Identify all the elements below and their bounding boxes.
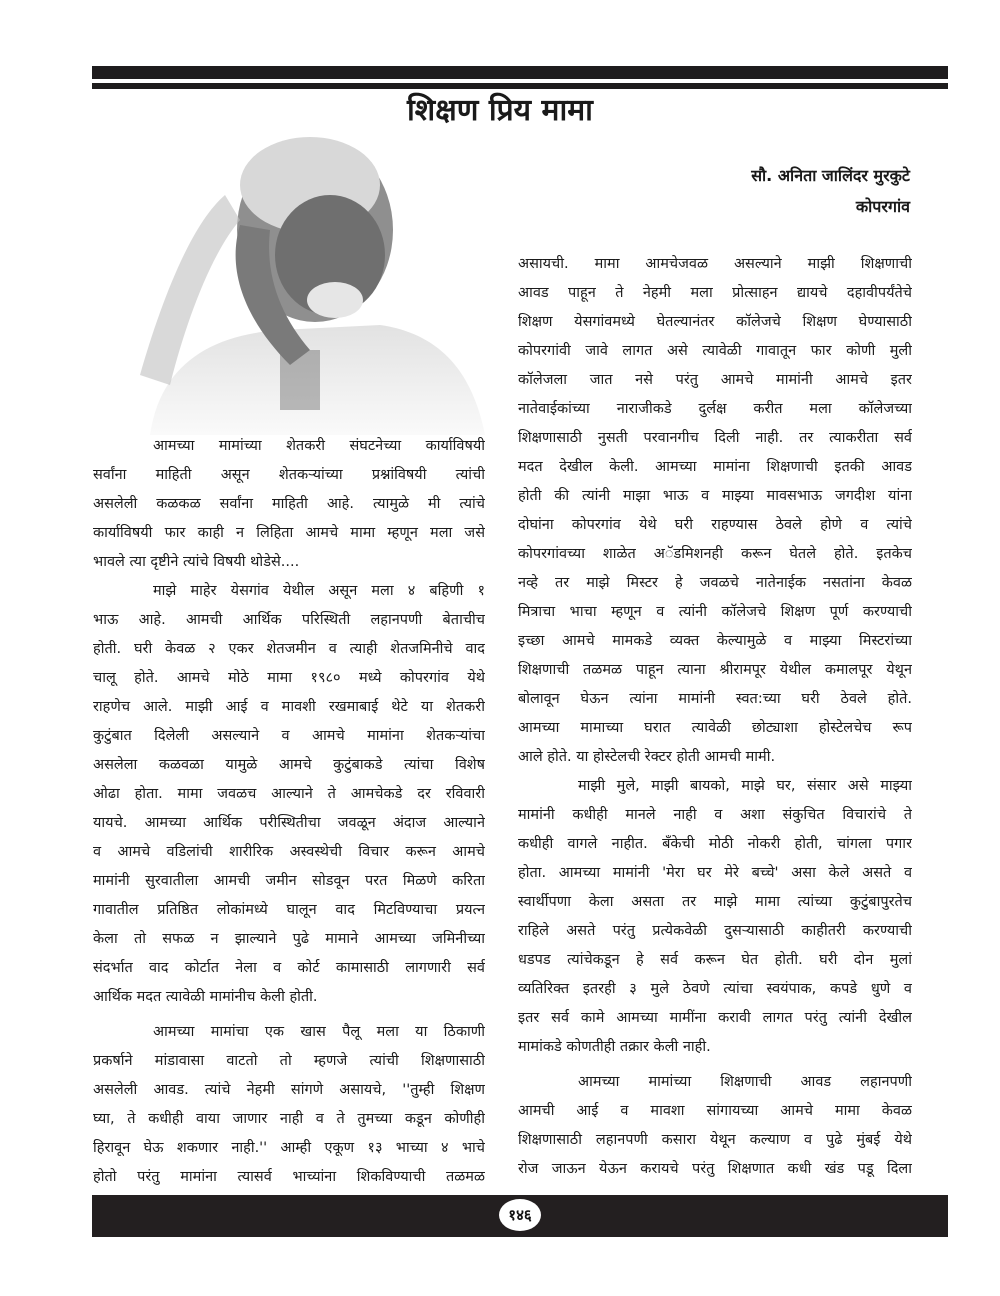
text-line: होता. आमच्या मामांनी 'मेरा घर मेरे बच्चे' असा केले असते व <box>518 865 912 881</box>
text-line: सर्वांना माहिती असून शेतकऱ्यांच्या प्रश्नांविषयी त्यांची <box>93 467 485 483</box>
article-title: शिक्षण प्रिय मामा <box>407 93 593 128</box>
text-line: आले होते. या होस्टेलची रेक्टर होती आमची मामी. <box>518 749 776 765</box>
text-line: कोपरगांवच्या शाळेत अॅडमिशनही करून घेतले होते. इतकेच <box>518 546 912 562</box>
text-line: आमची आई व मावशा सांगायच्या आमचे मामा केवळ <box>518 1103 912 1119</box>
text-line: होती की त्यांनी माझा भाऊ व माझ्या मावसभाऊ जगदीश यांना <box>518 488 912 504</box>
author-block <box>751 160 910 222</box>
text-line: धडपड त्यांचेकडून हे सर्व करून घेत होती. घरी दोन मुलां <box>518 952 912 968</box>
text-line: असायची. मामा आमचेजवळ असल्याने माझी शिक्षणाची <box>518 256 912 272</box>
text-line: हिरावून घेऊ शकणार नाही.'' आम्ही एकूण १३ भाच्या ४ भाचे <box>93 1140 485 1156</box>
paragraph <box>93 1018 485 1192</box>
author-place: कोपरगांव <box>855 197 910 216</box>
text-line: प्रकर्षाने मांडावासा वाटतो तो म्हणजे त्यांची शिक्षणासाठी <box>93 1053 485 1069</box>
text-line: रोज जाऊन येऊन करायचे परंतु शिक्षणात कधी खंड पडू दिला <box>518 1161 912 1177</box>
text-line: आमच्या मामांचा एक खास पैलू मला या ठिकाणी <box>153 1024 485 1040</box>
text-line: माझे माहेर येसगांव येथील असून मला ४ बहिणी १ <box>153 583 485 599</box>
text-line: इतर सर्व कामे आमच्या मामींना करावी लागत परंतु त्यांनी देखील <box>518 1010 912 1026</box>
paragraph <box>518 250 912 772</box>
left-column <box>93 432 485 1192</box>
text-line: आवड पाहून ते नेहमी मला प्रोत्साहन द्यायचे दहावीपर्यंतेचे <box>518 285 912 301</box>
text-line: यायचे. आमच्या आर्थिक परीस्थितीचा जवळून अंदाज आल्याने <box>93 815 485 831</box>
text-line: ओढा होता. मामा जवळच आल्याने ते आमचेकडे दर रविवारी <box>93 786 485 802</box>
text-line: मामांनी कधीही मानले नाही व अशा संकुचित विचारांचे ते <box>518 807 912 823</box>
text-line: कधीही वागले नाहीत. बँकेची मोठी नोकरी होती, चांगला पगार <box>518 836 912 852</box>
text-line: राहणेच आले. माझी आई व मावशी रखमाबाई थेटे या शेतकरी <box>93 699 485 715</box>
text-line: होतो परंतु मामांना त्यासर्व भाच्यांना शिकविण्याची तळमळ <box>93 1169 485 1185</box>
text-line: राहिले असते परंतु प्रत्येकवेळी दुसऱ्यासाठी काहीतरी करण्याची <box>518 923 912 939</box>
text-line: भाऊ आहे. आमची आर्थिक परिस्थिती लहानपणी बेताचीच <box>93 612 485 628</box>
text-line: भावले त्या दृष्टीने त्यांचे विषयी थोडेसे.... <box>93 554 300 570</box>
header-rule-thick <box>92 66 948 79</box>
text-line: कॉलेजला जात नसे परंतु आमचे मामांनी आमचे इतर <box>518 372 912 388</box>
text-line: मदत देखील केली. आमच्या मामांना शिक्षणाची इतकी आवड <box>518 459 912 475</box>
text-line: नव्हे तर माझे मिस्टर हे जवळचे नातेनाईक नसतांना केवळ <box>518 575 912 591</box>
text-line: असलेली कळकळ सर्वांना माहिती आहे. त्यामुळे मी त्यांचे <box>93 496 485 512</box>
text-line: कोपरगांवी जावे लागत असे त्यावेळी गावातून फार कोणी मुली <box>518 343 912 359</box>
text-line: शिक्षणासाठी लहानपणी कसारा येथून कल्याण व पुढे मुंबई येथे <box>518 1132 912 1148</box>
text-line: आर्थिक मदत त्यावेळी मामांनीच केली होती. <box>93 989 318 1005</box>
text-line: संदर्भात वाद कोर्टात नेला व कोर्ट कामासाठी लागणारी सर्व <box>93 960 485 976</box>
text-line: व आमचे वडिलांची शारीरिक अस्वस्थेची विचार करून आमचे <box>93 844 485 860</box>
footer-bar <box>92 1195 948 1237</box>
text-line: असलेला कळवळा यामुळे आमचे कुटुंबाकडे त्यांचा विशेष <box>93 757 485 773</box>
text-line: होती. घरी केवळ २ एकर शेतजमीन व त्याही शेतजमिनीचे वाद <box>93 641 485 657</box>
text-line: केला तो सफळ न झाल्याने पुढे मामाने आमच्या जमिनीच्या <box>93 931 485 947</box>
text-line: असलेली आवड. त्यांचे नेहमी सांगणे असायचे, ''तुम्ही शिक्षण <box>93 1082 485 1098</box>
text-line: कार्याविषयी फार काही न लिहिता आमचे मामा म्हणून मला जसे <box>93 525 485 541</box>
text-line: आमच्या मामांच्या शेतकरी संघटनेच्या कार्याविषयी <box>153 438 485 454</box>
text-line: शिक्षणाची तळमळ पाहून त्याना श्रीरामपूर येथील कमालपूर येथून <box>518 662 912 678</box>
text-line: आमच्या मामांच्या शिक्षणाची आवड लहानपणी <box>578 1074 912 1090</box>
paragraph <box>518 772 912 1062</box>
portrait-photo <box>130 135 485 435</box>
page-number: १४६ <box>499 1199 541 1231</box>
text-line: नातेवाईकांच्या नाराजीकडे दुर्लक्ष करीत मला कॉलेजच्या <box>518 401 912 417</box>
text-line: स्वार्थीपणा केला असता तर माझे मामा त्यांच्या कुटुंबापुरतेच <box>518 894 912 910</box>
text-line: व्यतिरिक्त इतरही ३ मुले ठेवणे त्यांचा स्वयंपाक, कपडे धुणे व <box>518 981 912 997</box>
author-name: सौ. अनिता जालिंदर मुरकुटे <box>751 166 910 185</box>
right-column <box>518 250 912 1184</box>
text-line: मित्राचा भाचा म्हणून व त्यांनी कॉलेजचे शिक्षण पूर्ण करण्याची <box>518 604 912 620</box>
text-line: शिक्षण येसगांवमध्ये घेतल्यानंतर कॉलेजचे शिक्षण घेण्यासाठी <box>518 314 912 330</box>
paragraph <box>93 432 485 577</box>
paragraph <box>93 577 485 1012</box>
text-line: घ्या, ते कधीही वाया जाणार नाही व ते तुमच्या कडून कोणीही <box>93 1111 485 1127</box>
text-line: इच्छा आमचे मामकडे व्यक्त केल्यामुळे व माझ्या मिस्टरांच्या <box>518 633 912 649</box>
text-line: कुटुंबात दिलेली असल्याने व आमचे मामांना शेतकऱ्यांचा <box>93 728 485 744</box>
text-line: बोलावून घेऊन त्यांना मामांनी स्वत:च्या घरी ठेवले होते. <box>518 691 912 707</box>
text-line: गावातील प्रतिष्ठित लोकांमध्ये घालून वाद मिटविण्याचा प्रयत्न <box>93 902 485 918</box>
paragraph <box>518 1068 912 1184</box>
text-line: मामांनी सुरवातीला आमची जमीन सोडवून परत मिळणे करिता <box>93 873 485 889</box>
text-line: शिक्षणासाठी नुसती परवानगीच दिली नाही. तर त्याकरीता सर्व <box>518 430 912 446</box>
text-line: चालू होते. आमचे मोठे मामा १९८० मध्ये कोपरगांव येथे <box>93 670 485 686</box>
text-line: मामांकडे कोणतीही तक्रार केली नाही. <box>518 1039 711 1055</box>
text-line: आमच्या मामाच्या घरात त्यावेळी छोट्याशा होस्टेलचेच रूप <box>518 720 912 736</box>
text-line: दोघांना कोपरगांव येथे घरी राहण्यास ठेवले होणे व त्यांचे <box>518 517 912 533</box>
text-line: माझी मुले, माझी बायको, माझे घर, संसार असे माझ्या <box>578 778 912 794</box>
